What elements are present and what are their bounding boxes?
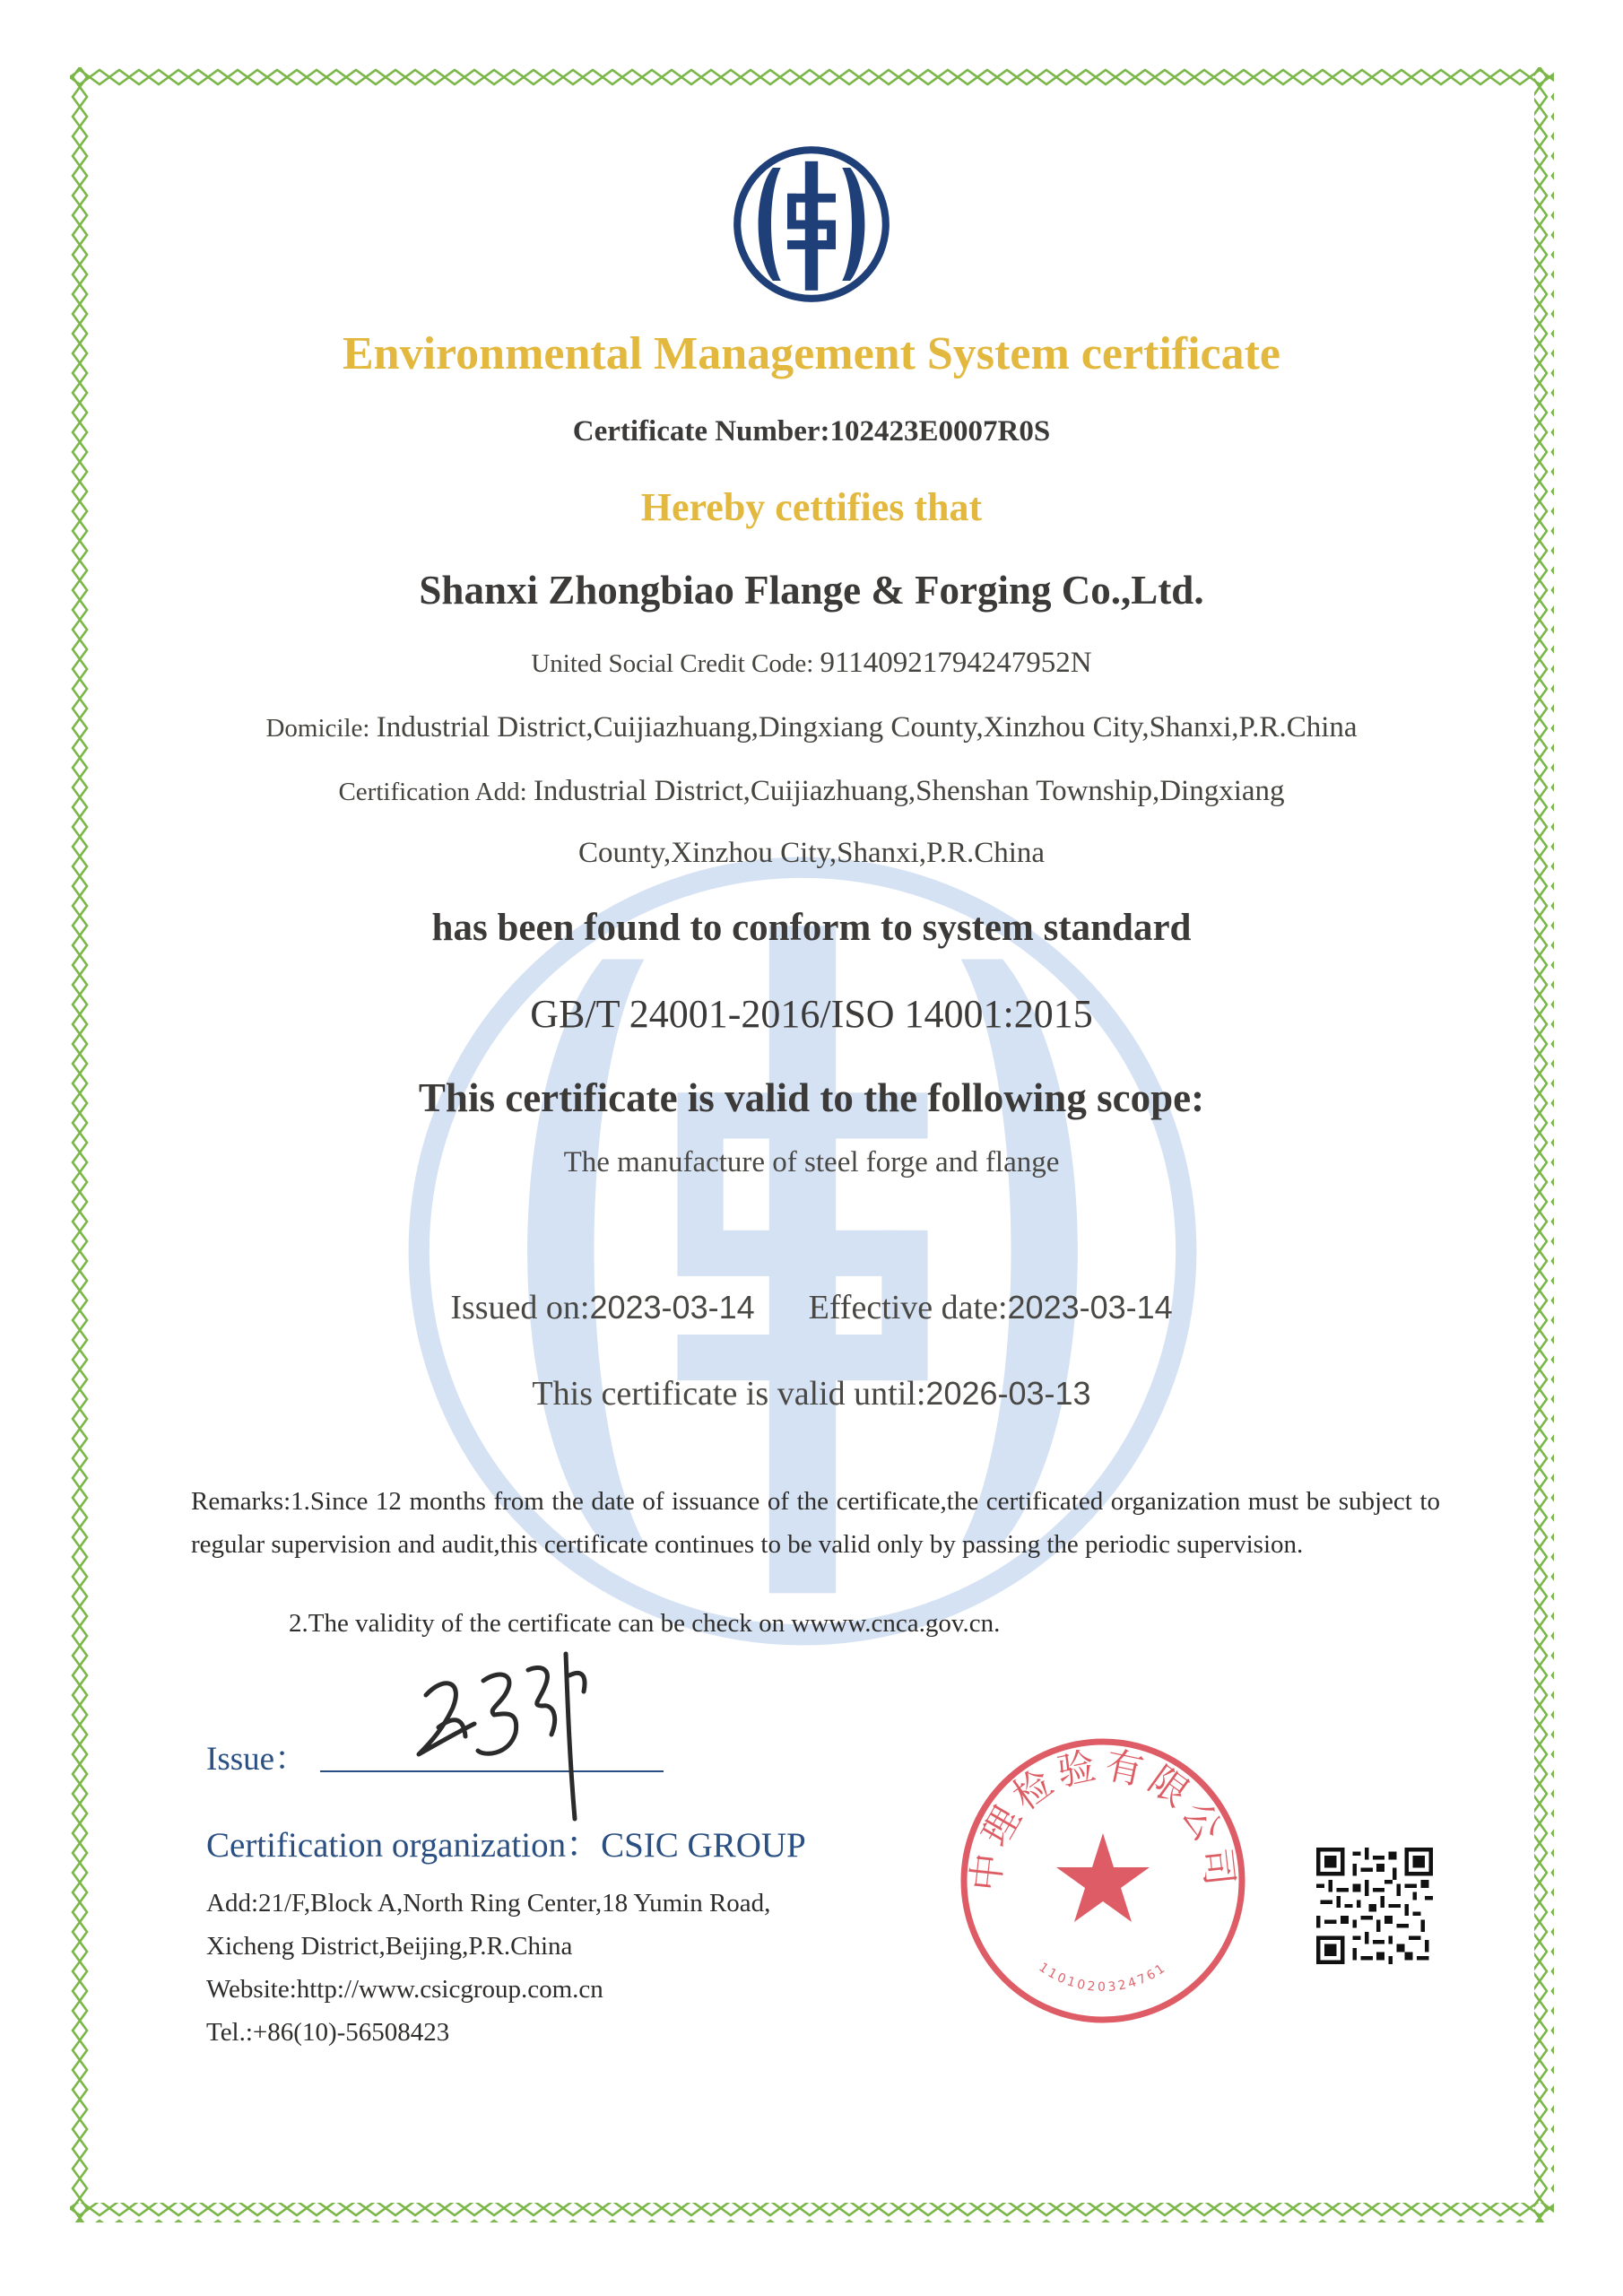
credit-code-line [0, 647, 1623, 680]
certification-address-line2: County,Xinzhou City,Shanxi,P.R.China [577, 837, 1046, 869]
signature-icon [408, 1622, 623, 1828]
issuer-website: Website:http://www.csicgroup.com.cn [206, 1975, 603, 2004]
valid-until-date: 2026-03-13 [925, 1375, 1091, 1412]
certificate-number-value: 102423E0007R0S [829, 415, 1051, 448]
conform-statement: has been found to conform to system standard [431, 907, 1192, 949]
csic-logo-icon [731, 144, 892, 305]
svg-text:1101020324761: 1101020324761 [1036, 1960, 1170, 1996]
certificate-number-label: Certificate Number: [572, 415, 830, 448]
issue-dates-line [0, 1288, 1623, 1327]
issuer-contact [206, 1882, 770, 2054]
issuer-address-line2: Xicheng District,Beijing,P.R.China [206, 1932, 573, 1961]
domicile-line [0, 711, 1623, 744]
issued-label: Issued on: [450, 1289, 590, 1326]
certification-address-line1 [0, 775, 1623, 808]
valid-until-label: This certificate is valid until: [532, 1375, 926, 1413]
remarks-validity-text: 2.The validity of the certificate can be check on wwww.cnca.gov.cn. [289, 1609, 1001, 1638]
issued-date: 2023-03-14 [589, 1289, 755, 1326]
domicile-value: Industrial District,Cuijiazhuang,Dingxiang County,Xinzhou City,Shanxi,P.R.China [376, 711, 1358, 744]
red-seal-icon [955, 1733, 1251, 2029]
certification-address-label: Certification Add: [338, 778, 534, 806]
system-standard: GB/T 24001-2016/ISO 14001:2015 [530, 992, 1093, 1036]
valid-until-line [0, 1374, 1623, 1413]
issue-label: Issue： [206, 1741, 308, 1778]
scope-text: The manufacture of steel forge and flange [563, 1146, 1060, 1178]
hereby-text: Hereby cettifies that [640, 485, 983, 529]
svg-text:中理检验有限公司: 中理检验有限公司 [963, 1742, 1243, 1893]
company-name: Shanxi Zhongbiao Flange & Forging Co.,Ltd. [419, 568, 1204, 613]
organization-name: CSIC GROUP [601, 1826, 806, 1865]
organization-label: Certification organization： [206, 1826, 602, 1865]
scope-heading: This certificate is valid to the following scope: [418, 1075, 1205, 1120]
issuer-address-line1: Add:21/F,Block A,North Ring Center,18 Yumin Road, [206, 1889, 771, 1918]
remarks-text: Remarks:1.Since 12 months from the date of issuance of the certificate,the certificated organization must be subject to regular supervision and audit,this certificate continues to be valid only by passing the periodic supervision. [191, 1487, 1440, 1559]
effective-label: Effective date: [808, 1289, 1008, 1326]
certification-organization [206, 1817, 806, 1867]
effective-date: 2023-03-14 [1007, 1289, 1173, 1326]
qr-code-icon[interactable] [1316, 1848, 1433, 1964]
issuer-telephone: Tel.:+86(10)-56508423 [206, 2018, 450, 2047]
certificate-number [0, 415, 1623, 448]
credit-code-label: United Social Credit Code: [531, 649, 820, 678]
domicile-label: Domicile: [265, 714, 377, 743]
credit-code-value: 91140921794247952N [820, 647, 1092, 679]
certificate-title: Environmental Management System certificate [342, 328, 1281, 379]
certification-address-value1: Industrial District,Cuijiazhuang,Shenshan Township,Dingxiang [533, 775, 1285, 807]
